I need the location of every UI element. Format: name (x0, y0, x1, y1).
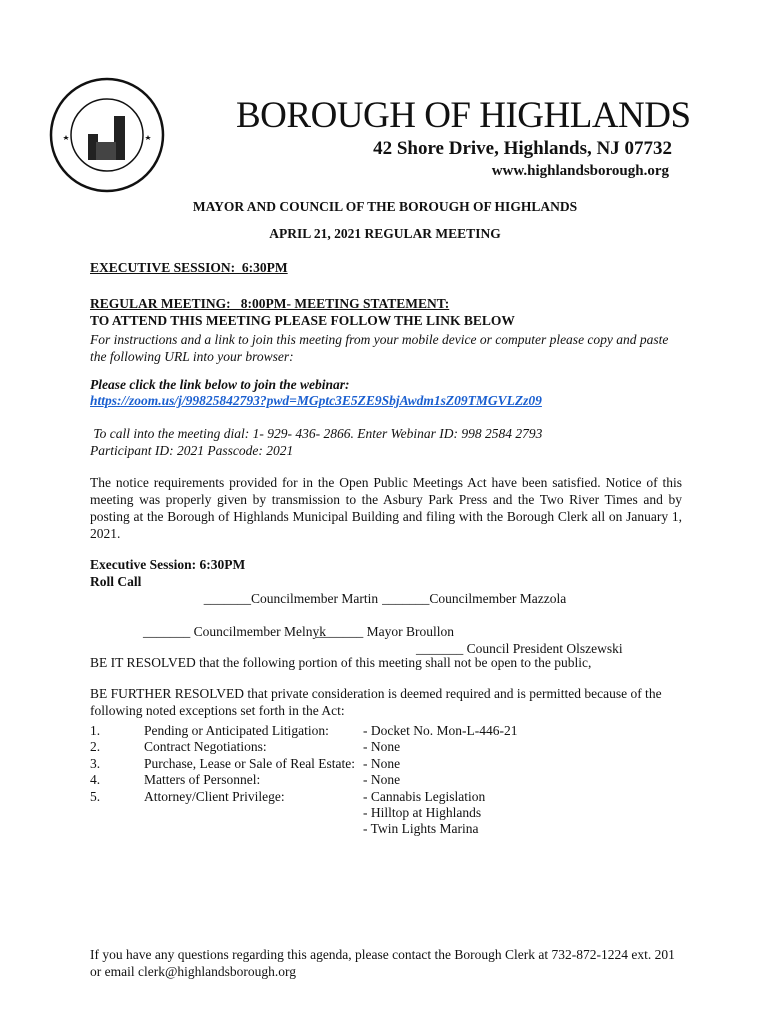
resolved-text: BE IT RESOLVED that the following portion of this meeting shall not be open to the public, (90, 655, 592, 670)
exception-label: Contract Negotiations: (144, 739, 267, 755)
exception-label: Matters of Personnel: (144, 772, 261, 788)
meeting-title: APRIL 21, 2021 REGULAR MEETING (269, 226, 501, 241)
page-title: BOROUGH OF HIGHLANDS (236, 95, 691, 136)
notice-paragraph: The notice requirements provided for in the Open Public Meetings Act have been satisfied. Notice of this meeting was properly given by transmission to the Asbury Park Press and the Two River Times and by posting at the Borough of Highlands Municipal Building and filing with the Borough Clerk all on January 1, 2021. (90, 475, 682, 541)
exception-value: - None (363, 739, 401, 755)
exception-value: - Cannabis Legislation (363, 788, 486, 804)
subtitle: MAYOR AND COUNCIL OF THE BOROUGH OF HIGHLANDS (192, 199, 578, 214)
website: www.highlandsborough.org (491, 163, 669, 179)
instructions-text: For instructions and a link to join this meeting from your mobile device or computer please copy and paste the following URL into your browser: (90, 332, 669, 364)
borough-seal-logo (48, 76, 166, 194)
exception-value: - Twin Lights Marina (363, 821, 479, 837)
webinar-link[interactable]: https://zoom.us/j/99825842793?pwd=MGptc3E5ZE9SbjAwdm1sZ09TMGVLZz09 (90, 393, 542, 408)
exception-number: 3. (90, 755, 101, 771)
exception-number: 1. (90, 723, 101, 738)
exceptions-list (90, 723, 518, 838)
roll-call-mazzola: _______Councilmember Mazzola (382, 591, 567, 606)
address: 42 Shore Drive, Highlands, NJ 07732 (373, 138, 672, 159)
regular-meeting-heading: REGULAR MEETING: 8:00PM- MEETING STATEMENT: (90, 296, 450, 311)
exception-number: 2. (90, 739, 101, 755)
webinar-prompt: Please click the link below to join the webinar: (90, 377, 350, 392)
roll-call-melnyk: _______ Councilmember Melnyk (143, 624, 326, 639)
exec-session-label: Executive Session: 6:30PM (90, 557, 246, 572)
footer-contact: If you have any questions regarding this agenda, please contact the Borough Clerk at 732-872-1224 ext. 201 or email clerk@highlandsborough.org (90, 947, 675, 979)
roll-call-row (0, 590, 770, 607)
exception-value: - None (363, 755, 401, 771)
attend-heading: TO ATTEND THIS MEETING PLEASE FOLLOW THE LINK BELOW (90, 313, 515, 328)
dial-in-text: To call into the meeting dial: 1- 929- 436- 2866. Enter Webinar ID: 998 2584 2793 (90, 426, 543, 441)
exception-value: - Hilltop at Highlands (363, 805, 482, 821)
roll-call-label: Roll Call (90, 574, 142, 589)
roll-call-martin: _______Councilmember Martin (203, 591, 379, 606)
executive-session-heading: EXECUTIVE SESSION: 6:30PM (90, 260, 288, 275)
exception-label: Purchase, Lease or Sale of Real Estate: (144, 755, 356, 771)
exception-number: 4. (90, 772, 101, 788)
roll-call-olszewski: _______ Council President Olszewski (416, 641, 623, 656)
exception-value: - Docket No. Mon-L-446-21 (363, 723, 518, 738)
exception-value: - None (363, 772, 401, 788)
roll-call-row (0, 623, 770, 640)
exception-number: 5. (90, 788, 101, 804)
exception-label: Pending or Anticipated Litigation: (144, 723, 329, 738)
participant-text: Participant ID: 2021 Passcode: 2021 (90, 443, 294, 458)
roll-call-broullon: _______ Mayor Broullon (316, 624, 454, 639)
exception-label: Attorney/Client Privilege: (144, 788, 285, 804)
further-resolved-text: BE FURTHER RESOLVED that private consideration is deemed required and is permitted because of the following noted exceptions set forth in the Act: (90, 686, 662, 718)
